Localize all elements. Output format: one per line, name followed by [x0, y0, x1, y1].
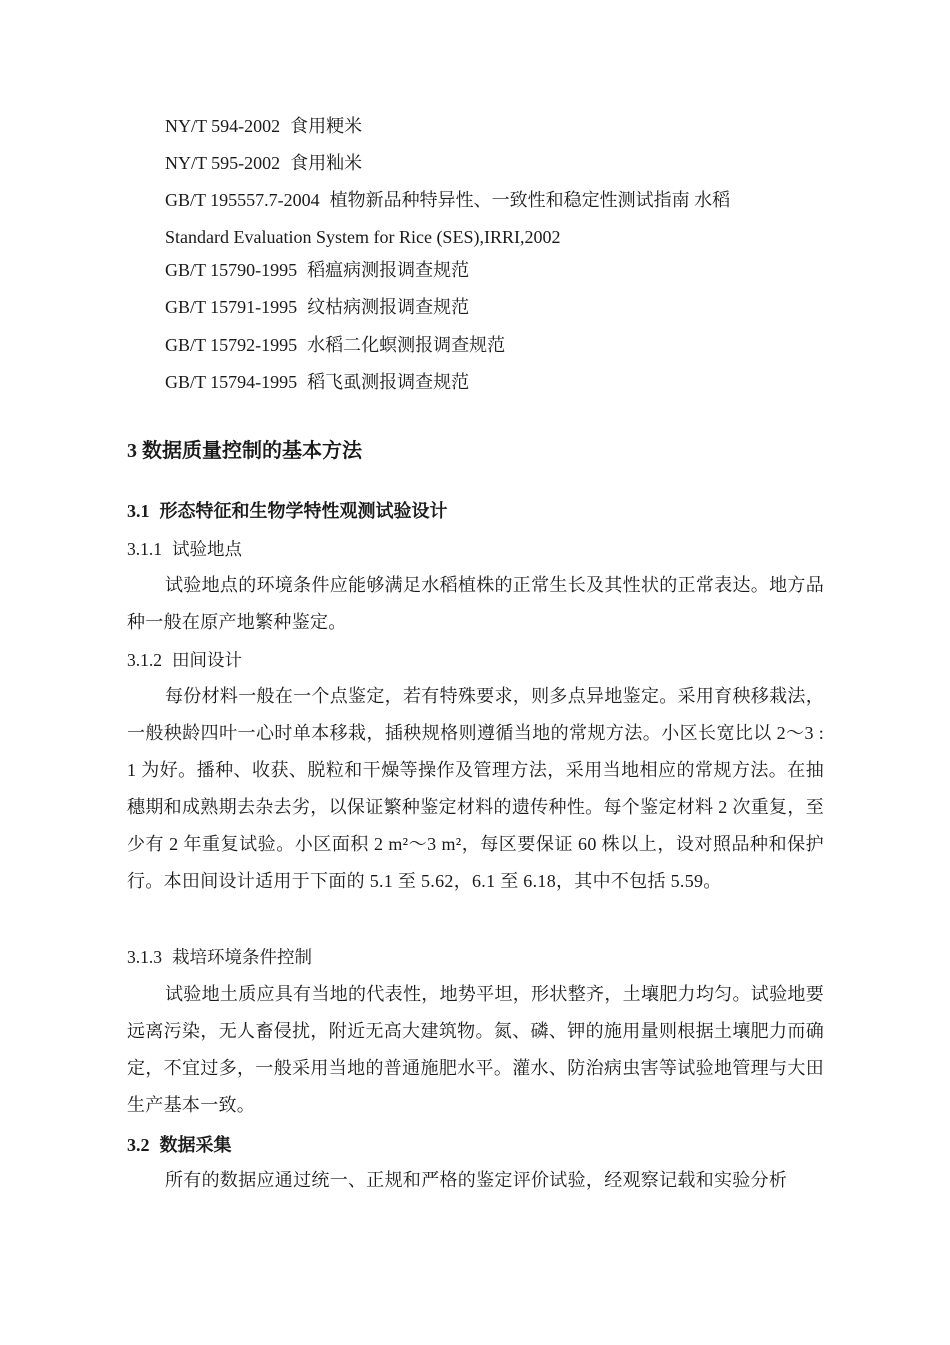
body-paragraph: 每份材料一般在一个点鉴定，若有特殊要求，则多点异地鉴定。采用育秧移栽法，一般秧龄四叶一心时单本移栽，插秧规格则遵循当地的常规方法。小区长宽比以 2～3 : 1 为好。播种、收获、脱粒和干燥等操作及管理方法，采用当地相应的常规方法。在抽穗期和成熟期去杂去劣，以保证繁种鉴定材料的遗传种性。每个鉴定材料 2 次重复，至少有 2 年重复试验。小区面积 2 m²～3 m²，每区要保证 60 株以上，设对照品种和保护行。本田间设计适用于下面的 5.1 至 5.62，6.1 至 6.18，其中不包括 5.59。 — [127, 686, 824, 891]
reference-code: Standard Evaluation System for Rice (SES),IRRI,2002 — [165, 227, 561, 247]
subsubsection-heading — [127, 648, 242, 672]
subsection-heading — [127, 1133, 232, 1157]
section-heading: 3 数据质量控制的基本方法 — [127, 440, 362, 462]
reference-title: 植物新品种特异性、一致性和稳定性测试指南 水稻 — [329, 190, 731, 210]
subsection-title: 数据采集 — [159, 1135, 232, 1155]
reference-code: GB/T 15794-1995 — [165, 372, 298, 392]
reference-code: GB/T 15792-1995 — [165, 335, 298, 355]
subsubsection-number: 3.1.2 — [127, 650, 162, 670]
reference-code: NY/T 595-2002 — [165, 153, 281, 173]
subsection-number: 3.1 — [127, 501, 150, 521]
reference-title: 稻瘟病测报调查规范 — [307, 260, 470, 280]
body-paragraph: 所有的数据应通过统一、正规和严格的鉴定评价试验，经观察记载和实验分析 — [165, 1170, 788, 1190]
body-paragraph: 试验地点的环境条件应能够满足水稻植株的正常生长及其性状的正常表达。地方品种一般在原产地繁种鉴定。 — [127, 575, 824, 632]
reference-item — [165, 151, 362, 175]
reference-item — [165, 188, 730, 212]
subsection-title: 形态特征和生物学特性观测试验设计 — [159, 501, 448, 521]
reference-item — [165, 258, 469, 282]
reference-item — [165, 225, 560, 249]
subsubsection-title: 田间设计 — [172, 650, 242, 670]
body-paragraph: 试验地土质应具有当地的代表性，地势平坦，形状整齐，土壤肥力均匀。试验地要远离污染，无人畜侵扰，附近无高大建筑物。氮、磷、钾的施用量则根据土壤肥力而确定，不宜过多，一般采用当地的普通施肥水平。灌水、防治病虫害等试验地管理与大田生产基本一致。 — [127, 984, 824, 1115]
subsubsection-number: 3.1.1 — [127, 539, 162, 559]
reference-code: GB/T 15791-1995 — [165, 297, 298, 317]
reference-item — [165, 114, 362, 138]
subsubsection-number: 3.1.3 — [127, 947, 162, 967]
reference-title: 水稻二化螟测报调查规范 — [307, 335, 506, 355]
reference-code: NY/T 594-2002 — [165, 116, 281, 136]
reference-code: GB/T 15790-1995 — [165, 260, 298, 280]
reference-item — [165, 370, 469, 394]
subsubsection-title: 试验地点 — [172, 539, 242, 559]
subsubsection-heading — [127, 537, 242, 561]
subsection-heading — [127, 499, 448, 523]
reference-title: 食用粳米 — [290, 116, 363, 136]
reference-item — [165, 333, 505, 357]
subsection-number: 3.2 — [127, 1135, 150, 1155]
reference-item — [165, 295, 469, 319]
subsubsection-heading — [127, 945, 312, 969]
reference-title: 食用籼米 — [290, 153, 363, 173]
subsubsection-title: 栽培环境条件控制 — [172, 947, 312, 967]
reference-title: 纹枯病测报调查规范 — [307, 297, 470, 317]
reference-code: GB/T 195557.7-2004 — [165, 190, 320, 210]
reference-title: 稻飞虱测报调查规范 — [307, 372, 470, 392]
